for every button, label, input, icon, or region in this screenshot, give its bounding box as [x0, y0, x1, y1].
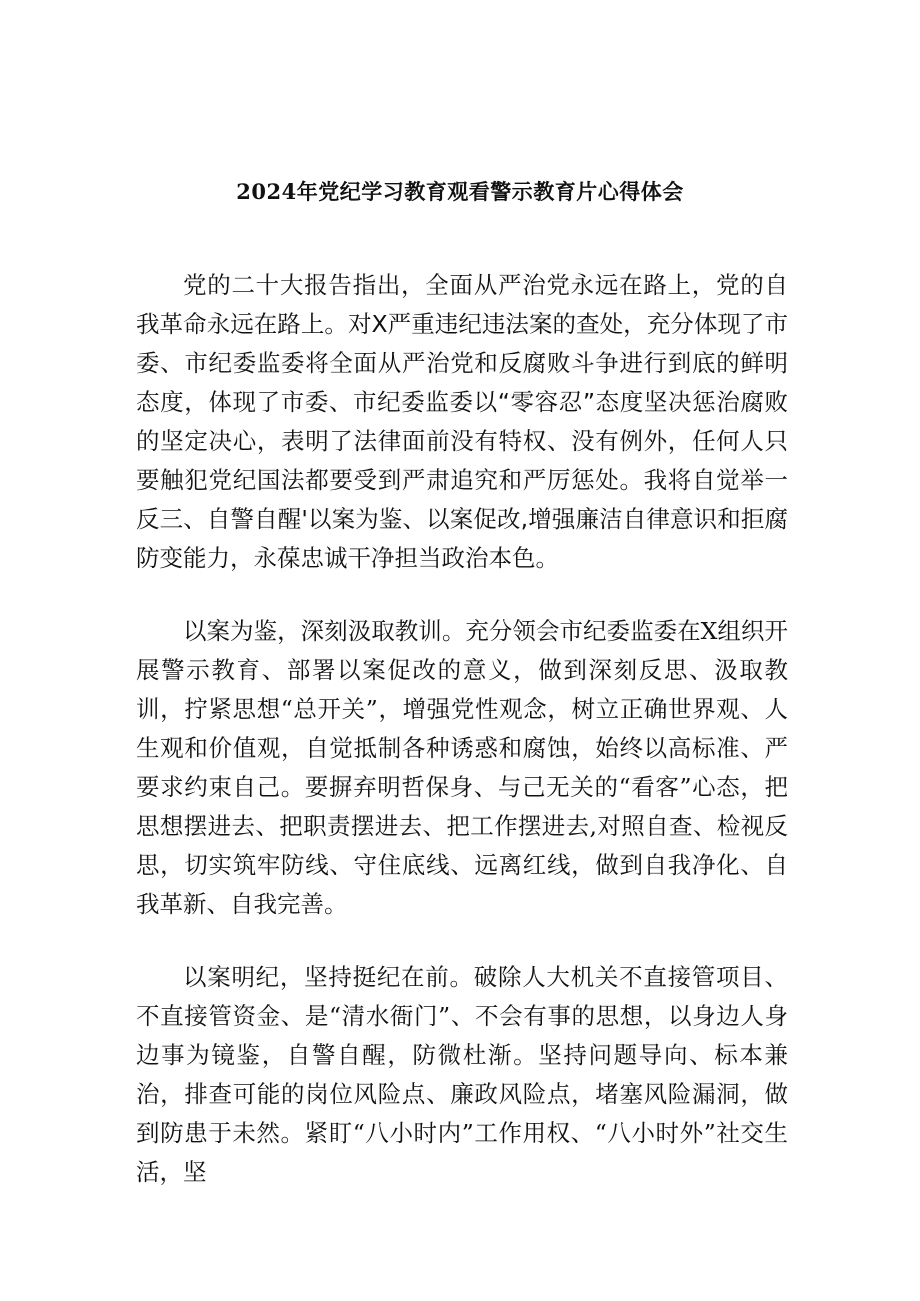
paragraph-lessons: 以案为鉴，深刻汲取教训。充分领会市纪委监委在X组织开展警示教育、部署以案促改的意义，做到深刻反思、汲取教训，拧紧思想“总开关”，增强党性观念，树立正确世界观、人生观和价值观，自觉抵制各种诱惑和腐蚀，始终以高标准、严要求约束自己。要摒弃明哲保身、与己无关的“看客”心态，把思想摆进去、把职责摆进去、把工作摆进去,对照自查、检视反思，切实筑牢防线、守住底线、远离红线，做到自我净化、自我革新、自我完善。 [136, 617, 788, 918]
document-title: 2024年党纪学习教育观看警示教育片心得体会 [236, 179, 684, 204]
paragraph-intro: 党的二十大报告指出，全面从严治党永远在路上，党的自我革命永远在路上。对X严重违纪违法案的查处，充分体现了市委、市纪委监委将全面从严治党和反腐败斗争进行到底的鲜明态度，体现了市委、市纪委监委以“零容忍”态度坚决惩治腐败的坚定决心，表明了法律面前没有特权、没有例外，任何人只要触犯党纪国法都要受到严肃追究和严厉惩处。我将自觉举一反三、自警自醒'以案为鉴、以案促改,增强廉洁自律意识和拒腐防变能力，永葆忠诚干净担当政治本色。 [136, 271, 788, 572]
paragraph-discipline: 以案明纪，坚持挺纪在前。破除人大机关不直接管项目、不直接管资金、是“清水衙门”、不会有事的思想，以身边人身边事为镜鉴，自警自醒，防微杜渐。坚持问题导向、标本兼治，排查可能的岗位风险点、廉政风险点，堵塞风险漏洞，做到防患于未然。紧盯“八小时内”工作用权、“八小时外”社交生活，坚 [136, 963, 788, 1186]
